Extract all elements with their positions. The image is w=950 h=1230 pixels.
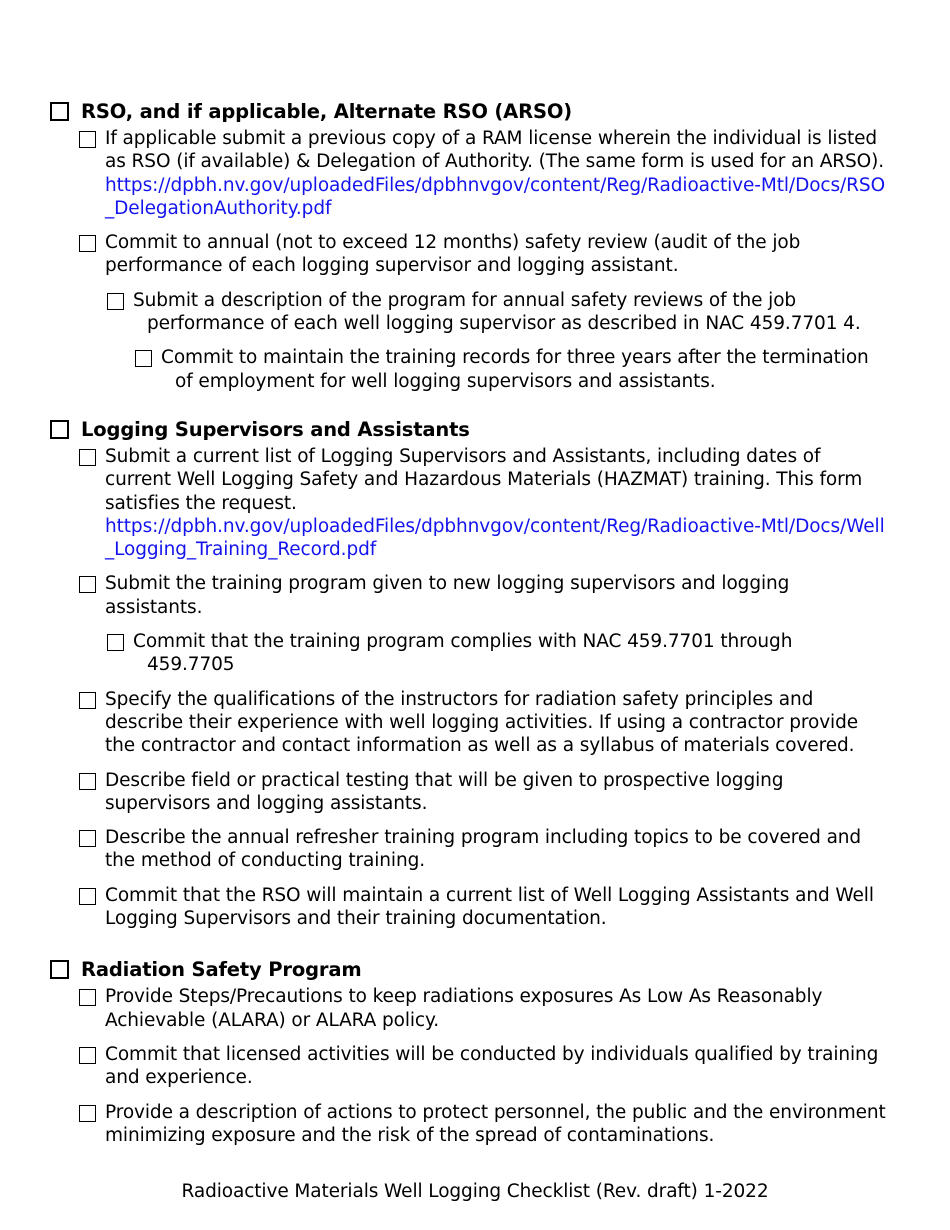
checkbox-icon[interactable]: [79, 131, 96, 148]
section-header-rso[interactable]: [0, 100, 950, 123]
page-footer: Radioactive Materials Well Logging Checklist (Rev. draft) 1-2022: [181, 1181, 769, 1202]
checkbox-icon[interactable]: [135, 350, 152, 367]
section-header-logging-supervisors[interactable]: [0, 418, 950, 441]
checklist-item[interactable]: [0, 445, 950, 561]
checkbox-icon[interactable]: [79, 235, 96, 252]
checklist-item-text: Specify the qualifications of the instructors for radiation safety principles and describe their experience with well logging activities. If using a contractor provide the contractor and contact information as well as a syllabus of materials covered.: [105, 688, 859, 757]
checkbox-icon[interactable]: [50, 420, 69, 439]
checklist-item[interactable]: [0, 688, 950, 758]
section-heading-label: Radiation Safety Program: [81, 958, 362, 982]
checkbox-icon[interactable]: [79, 692, 96, 709]
checklist-item-text: Commit to maintain the training records for three years after the termination of employment for well logging supervisors and assistants.: [161, 347, 869, 392]
checkbox-icon[interactable]: [50, 960, 69, 979]
section-spacer: [0, 941, 950, 958]
checkbox-icon[interactable]: [79, 576, 96, 593]
checklist-item[interactable]: [0, 826, 950, 873]
checkbox-icon[interactable]: [79, 989, 96, 1006]
checkbox-icon[interactable]: [107, 634, 124, 651]
checklist-item-text: Submit the training program given to new logging supervisors and logging assistants.: [105, 573, 790, 618]
checkbox-icon[interactable]: [107, 293, 124, 310]
checklist-item[interactable]: [0, 231, 950, 278]
checklist-item-text: Submit a current list of Logging Supervisors and Assistants, including dates of current Well Logging Safety and Hazardous Materials (HAZMAT) training. This form satisfies the request. https://dpbh.nv.gov/uploadedFiles/dpbhnvgov/content/Reg/Radioactive-Mtl/Docs/Well_Logging_Training_Record.pdf: [105, 445, 889, 561]
checkbox-icon[interactable]: [79, 888, 96, 905]
checklist-content: [0, 100, 950, 1158]
checkbox-icon[interactable]: [79, 830, 96, 847]
checkbox-icon[interactable]: [79, 1105, 96, 1122]
checklist-item-text: Provide Steps/Precautions to keep radiations exposures As Low As Reasonably Achievable (ALARA) or ALARA policy.: [105, 986, 823, 1031]
checklist-item[interactable]: [0, 985, 950, 1032]
checklist-item[interactable]: [0, 1043, 950, 1090]
checklist-item[interactable]: [0, 1101, 950, 1148]
checklist-item-text: Commit that the RSO will maintain a current list of Well Logging Assistants and Well Logging Supervisors and their training documentation.: [105, 884, 874, 930]
checklist-item[interactable]: [0, 346, 950, 393]
checklist-item-text: Commit that licensed activities will be conducted by individuals qualified by training and experience.: [105, 1043, 879, 1089]
checklist-item-text: Submit a description of the program for annual safety reviews of the job performance of each well logging supervisor as described in NAC 459.7701 4.: [133, 289, 861, 335]
checklist-item[interactable]: [0, 630, 950, 677]
checkbox-icon[interactable]: [79, 773, 96, 790]
checklist-item[interactable]: [0, 572, 950, 619]
checklist-item-text: Commit to annual (not to exceed 12 months) safety review (audit of the job performance of each logging supervisor and logging assistant.: [105, 232, 801, 277]
checklist-item[interactable]: [0, 769, 950, 816]
checklist-item-text: If applicable submit a previous copy of a RAM license wherein the individual is listed as RSO (if available) & Delegation of Authority. (The same form is used for an ARSO). https://dpbh.nv.gov/uploadedFiles/dpbhnvgov/content/Reg/Radioactive-Mtl/Docs/RSO_DelegationAuthority.pdf: [105, 127, 889, 220]
checkbox-icon[interactable]: [50, 102, 69, 121]
checklist-item-text: Describe the annual refresher training program including topics to be covered and the method of conducting training.: [105, 827, 862, 872]
checkbox-icon[interactable]: [79, 1047, 96, 1064]
link-rso-delegation-authority[interactable]: https://dpbh.nv.gov/uploadedFiles/dpbhnvgov/content/Reg/Radioactive-Mtl/Docs/RSO_DelegationAuthority.pdf: [105, 174, 886, 219]
checklist-item[interactable]: [0, 884, 950, 931]
section-header-radiation-safety-program[interactable]: [0, 958, 950, 981]
link-well-logging-training-record[interactable]: https://dpbh.nv.gov/uploadedFiles/dpbhnvgov/content/Reg/Radioactive-Mtl/Docs/Well_Logging_Training_Record.pdf: [105, 515, 885, 561]
section-spacer: [0, 404, 950, 418]
section-heading-label: RSO, and if applicable, Alternate RSO (ARSO): [81, 100, 573, 123]
checklist-item-text: Provide a description of actions to protect personnel, the public and the environment minimizing exposure and the risk of the spread of contaminations.: [105, 1101, 886, 1146]
checklist-item-text: Commit that the training program complies with NAC 459.7701 through 459.7705: [133, 631, 793, 676]
checklist-item[interactable]: [0, 127, 950, 220]
section-heading-label: Logging Supervisors and Assistants: [81, 417, 470, 441]
checkbox-icon[interactable]: [79, 449, 96, 466]
checklist-item-text: Describe field or practical testing that will be given to prospective logging supervisors and logging assistants.: [105, 769, 784, 814]
checklist-item[interactable]: [0, 289, 950, 336]
